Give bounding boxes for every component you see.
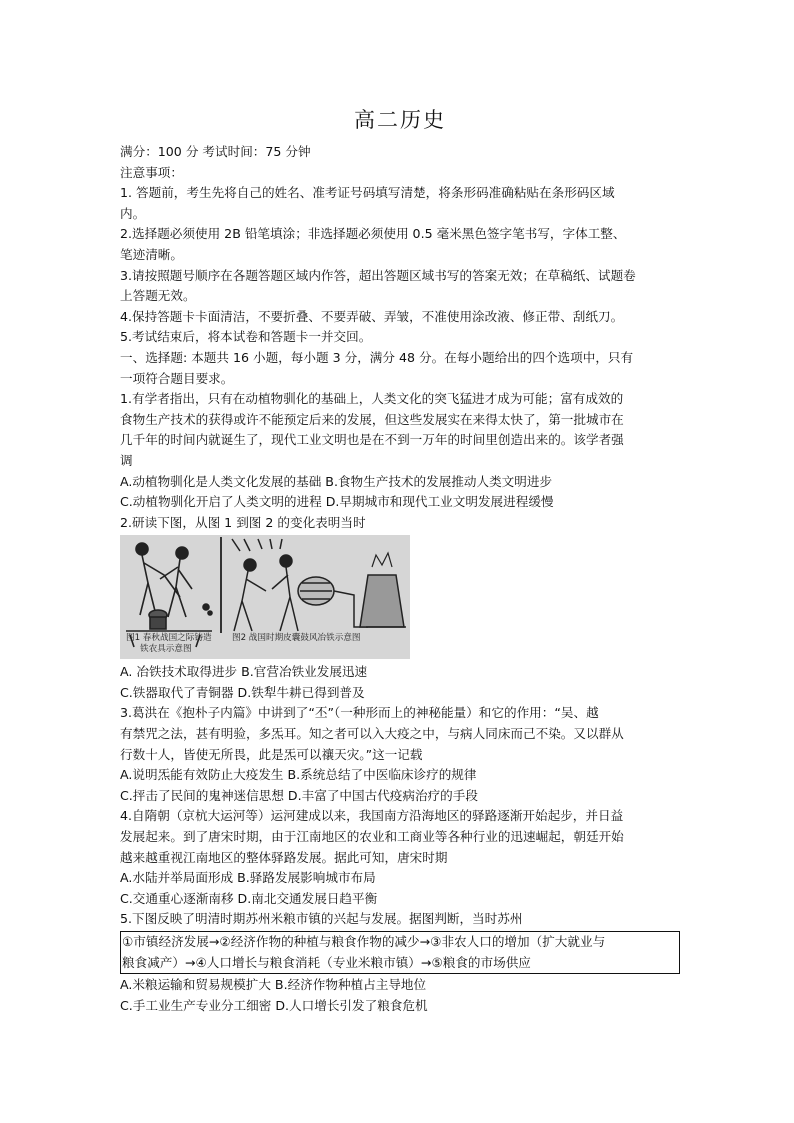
notices — [120, 183, 680, 348]
question-1 — [120, 389, 680, 513]
question-stem: 行数十人，皆使无所畏，此是炁可以禳天灾。”这一记载 — [120, 746, 423, 762]
notice-line: 3.请按照题号顺序在各题答题区域内作答，超出答题区域书写的答案无效；在草稿纸、试题卷 — [120, 267, 636, 283]
flow-box — [120, 931, 680, 974]
flow-line: ①市镇经济发展→②经济作物的种植与粮食作物的减少→③非农人口的增加（扩大就业与 — [122, 934, 606, 949]
notice-line: 上答题无效。 — [120, 288, 196, 304]
page-title: 高二历史 — [354, 108, 446, 132]
figure1-caption-line2: 铁农具示意图 — [140, 644, 192, 655]
section-heading: 一项符合题目要求。 — [120, 370, 234, 386]
notice-line: 2.选择题必须使用 2B 铅笔填涂；非选择题必须使用 0.5 毫米黑色签字笔书写，字体工整、 — [120, 226, 626, 242]
exam-page — [120, 104, 680, 1016]
figure1-drawing — [126, 543, 212, 647]
notice-line: 笔迹清晰。 — [120, 246, 183, 262]
ironwork-illustration — [120, 535, 410, 659]
answer-options: A.动植物驯化是人类文化发展的基础 B.食物生产技术的发展推动人类文明进步 — [120, 473, 553, 489]
figure2-drawing — [232, 539, 406, 631]
answer-options: C.手工业生产专业分工细密 D.人口增长引发了粮食危机 — [120, 997, 428, 1013]
question-stem: 食物生产技术的获得或许不能预定后来的发展，但这些发展实在来得太快了，第一批城市在 — [120, 411, 624, 427]
question-stem: 发展起来。到了唐宋时期，由于江南地区的农业和工商业等各种行业的迅速崛起，朝廷开始 — [120, 829, 624, 845]
question-stem: 越来越重视江南地区的整体驿路发展。据此可知，唐宋时期 — [120, 849, 448, 865]
notice-line: 1. 答题前，考生先将自己的姓名、准考证号码填写清楚，将条形码准确粘贴在条形码区域 — [120, 185, 615, 201]
answer-options: C.抨击了民间的鬼神迷信思想 D.丰富了中国古代疫病治疗的手段 — [120, 787, 478, 803]
notice-line: 内。 — [120, 205, 146, 221]
notice-line: 4.保持答题卡卡面清洁，不要折叠、不要弄破、弄皱，不准使用涂改液、修正带、刮纸刀。 — [120, 308, 624, 324]
figure1-caption-line1: 图1 春秋战国之际铸造 — [126, 633, 212, 644]
answer-options: A.米粮运输和贸易规模扩大 B.经济作物种植占主导地位 — [120, 977, 427, 993]
notice-title: 注意事项： — [120, 164, 183, 180]
figure2-caption: 图2 战国时期皮囊鼓风冶铁示意图 — [232, 633, 361, 644]
question-stem: 有禁咒之法，甚有明验，多炁耳。知之者可以入大疫之中，与病人同床而己不染。又以群从 — [120, 726, 624, 742]
answer-options: A.水陆并举局面形成 B.驿路发展影响城市布局 — [120, 870, 376, 886]
answer-options: A. 冶铁技术取得进步 B.官营冶铁业发展迅速 — [120, 664, 368, 680]
score-time: 满分：100 分 考试时间：75 分钟 — [120, 144, 311, 159]
question-stem: 几千年的时间内就诞生了，现代工业文明也是在不到一万年的时间里创造出来的。该学者强 — [120, 432, 624, 448]
question-stem: 调 — [120, 452, 133, 468]
answer-options: C.铁器取代了青铜器 D.铁犁牛耕已得到普及 — [120, 684, 365, 700]
question-stem: 1.有学者指出，只有在动植物驯化的基础上，人类文化的突飞猛进才成为可能；富有成效的 — [120, 391, 624, 407]
question-5 — [120, 909, 680, 1016]
question-2 — [120, 513, 680, 704]
section-heading: 一、选择题: 本题共 16 小题，每小题 3 分，满分 48 分。在每小题给出的四个选项中，只有 — [120, 349, 634, 365]
question-stem: 5.下图反映了明清时期苏州米粮市镇的兴起与发展。据图判断，当时苏州 — [120, 911, 523, 927]
answer-options: C.动植物驯化开启了人类文明的进程 D.早期城市和现代工业文明发展进程缓慢 — [120, 494, 554, 510]
question-stem: 2.研读下图，从图 1 到图 2 的变化表明当时 — [120, 514, 366, 530]
answer-options: C.交通重心逐渐南移 D.南北交通发展日趋平衡 — [120, 890, 378, 906]
answer-options: A.说明炁能有效防止大疫发生 B.系统总结了中医临床诊疗的规律 — [120, 767, 477, 783]
question-stem: 4.自隋朝（京杭大运河等）运河建成以来，我国南方沿海地区的驿路逐渐开始起步，并日益 — [120, 808, 624, 824]
question-4 — [120, 806, 680, 909]
question-stem: 3.葛洪在《抱朴子内篇》中讲到了“丕”（一种形而上的神秘能量）和它的作用：“吴、越 — [120, 705, 599, 721]
notice-line: 5.考试结束后，将本试卷和答题卡一并交回。 — [120, 329, 372, 345]
flow-line: 粮食减产）→④人口增长与粮食消耗（专业米粮市镇）→⑤粮食的市场供应 — [122, 954, 531, 970]
question-3 — [120, 703, 680, 806]
